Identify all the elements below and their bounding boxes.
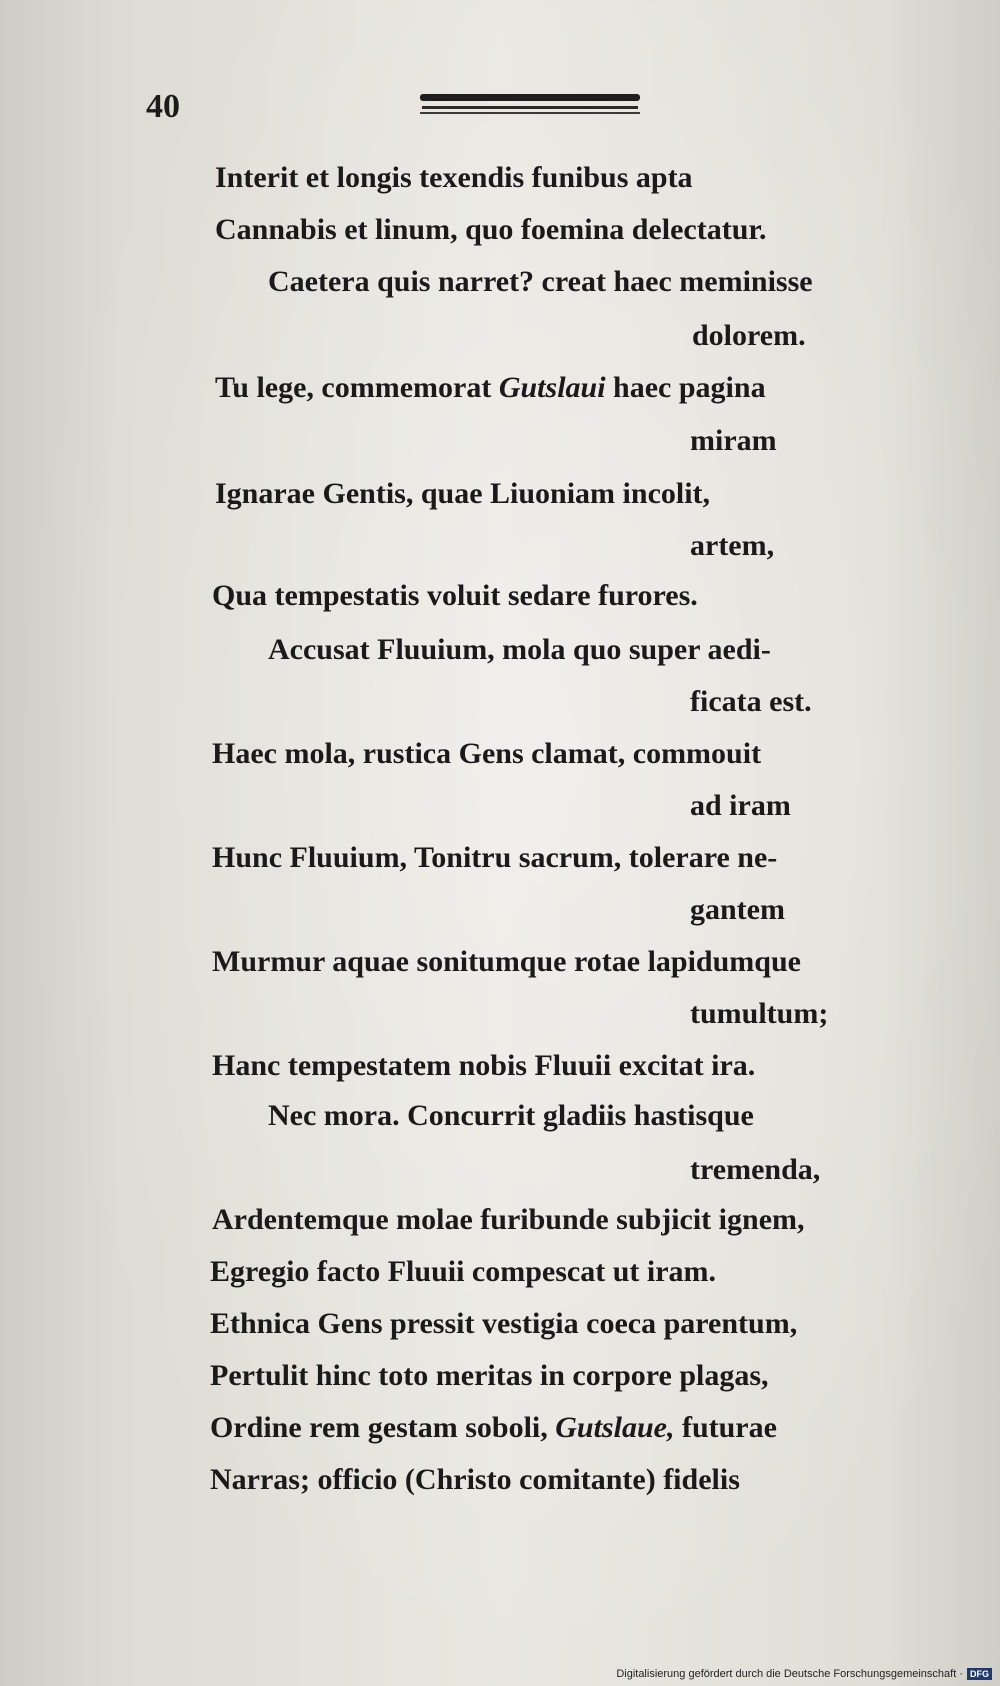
verse-line: ad iram bbox=[690, 789, 791, 822]
verse-text: haec pagina bbox=[613, 371, 766, 404]
verse-line: Nec mora. Concurrit gladiis hastisque bbox=[268, 1099, 754, 1132]
verse-line: Haec mola, rustica Gens clamat, commouit bbox=[212, 737, 762, 770]
verse-line: Accusat Fluuium, mola quo super aedi- bbox=[268, 633, 771, 666]
verse-text: Ordine rem gestam soboli, bbox=[210, 1411, 548, 1444]
page-number: 40 bbox=[146, 88, 180, 125]
verse-line: Narras; officio (Christo comitante) fidelis bbox=[210, 1463, 740, 1496]
verse-line bbox=[215, 370, 1000, 406]
ornament-rule bbox=[420, 94, 640, 101]
verse-line: Hanc tempestatem nobis Fluuii excitat ira. bbox=[212, 1049, 756, 1082]
verse-line: Hunc Fluuium, Tonitru sacrum, tolerare ne- bbox=[212, 841, 778, 874]
verse-line: Murmur aquae sonitumque rotae lapidumque bbox=[212, 945, 801, 978]
verse-line: Ardentemque molae furibunde subjicit ignem, bbox=[212, 1203, 805, 1236]
credit-text: Digitalisierung gefördert durch die Deutsche Forschungsgemeinschaft · bbox=[616, 1668, 963, 1680]
verse-text: futurae bbox=[681, 1411, 777, 1444]
verse-line: dolorem. bbox=[692, 319, 806, 352]
verse-line: Caetera quis narret? creat haec meminisse bbox=[268, 265, 813, 298]
digitization-credit bbox=[616, 1668, 992, 1680]
verse-line: Ethnica Gens pressit vestigia coeca parentum, bbox=[210, 1307, 798, 1340]
verse-line: gantem bbox=[690, 893, 785, 926]
verse-line: tumultum; bbox=[690, 997, 829, 1030]
header-ornament bbox=[420, 88, 640, 118]
verse-line: artem, bbox=[690, 529, 775, 562]
verse-name-italic: Gutslaui bbox=[498, 371, 606, 404]
verse-line: Interit et longis texendis funibus apta bbox=[215, 161, 693, 194]
verse-line: Cannabis et linum, quo foemina delectatur. bbox=[215, 213, 767, 246]
verse-line: Qua tempestatis voluit sedare furores. bbox=[212, 579, 698, 612]
verse-line: tremenda, bbox=[690, 1153, 821, 1186]
verse-line: miram bbox=[690, 424, 777, 457]
verse-name-italic: Gutslaue, bbox=[555, 1411, 675, 1444]
verse-line: Egregio facto Fluuii compescat ut iram. bbox=[210, 1255, 717, 1288]
ornament-rule bbox=[420, 112, 640, 114]
verse-text: Tu lege, commemorat bbox=[215, 371, 492, 404]
verse-line: ficata est. bbox=[690, 685, 812, 718]
verse-line bbox=[210, 1410, 1000, 1446]
ornament-rule bbox=[422, 106, 638, 109]
verse-line: Pertulit hinc toto meritas in corpore plagas, bbox=[210, 1359, 769, 1392]
dfg-logo: DFG bbox=[967, 1668, 992, 1680]
verse-line: Ignarae Gentis, quae Liuoniam incolit, bbox=[215, 477, 711, 510]
